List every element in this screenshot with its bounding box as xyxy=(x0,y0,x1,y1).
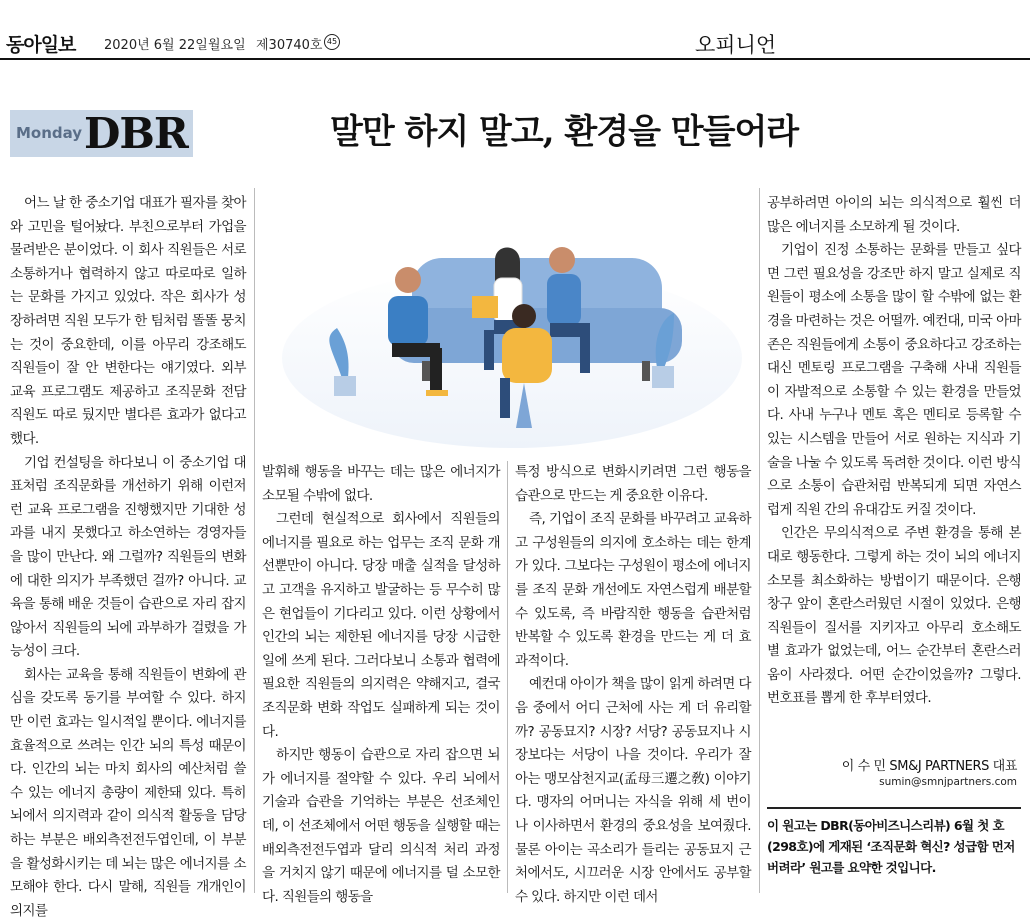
paragraph: 발휘해 행동을 바꾸는 데는 많은 에너지가 소모될 수밖에 없다. xyxy=(262,464,500,504)
article-column-1 xyxy=(10,192,246,919)
paragraph: 하지만 행동이 습관으로 자리 잡으면 뇌가 에너지를 절약할 수 있다. 우리 뇌에서 기술과 습관을 기억하는 부분은 선조체인데, 이 선조체에서 어떤 행동을 실행할 때는 배외측전전두엽과 달리 의식적 처리 과정을 거치지 않기 때문에 에너지를 덜 소모한다. 직원들의 행동을 xyxy=(262,747,500,905)
paragraph: 특정 방식으로 변화시키려면 그런 행동을 습관으로 만드는 게 중요한 이유다. xyxy=(515,464,751,504)
issue-weekday: 월요일 xyxy=(208,38,246,53)
masthead xyxy=(0,0,1030,62)
dbr-brand-logo xyxy=(10,110,193,157)
column-divider xyxy=(254,188,255,893)
article-headline: 말만 하지 말고, 환경을 만들어라 xyxy=(330,112,799,152)
editor-note: 이 원고는 DBR(동아비즈니스리뷰) 6월 첫 호(298호)에 게재된 ‘조직문화 혁신? 성급함 먼저 버려라’ 원고를 요약한 것입니다. xyxy=(767,818,1015,875)
brand-monday: Monday xyxy=(16,124,83,142)
note-rule xyxy=(767,807,1021,809)
paragraph: 공부하려면 아이의 뇌는 의식적으로 훨씬 더 많은 에너지를 소모하게 될 것이다. xyxy=(767,195,1021,235)
column-divider xyxy=(507,461,508,893)
paragraph: 즉, 기업이 조직 문화를 바꾸려고 교육하고 구성원들의 의지에 호소하는 데는 한계가 있다. 그보다는 구성원이 평소에 에너지를 조직 문화 개선에도 자연스럽게 배분할 수 있도록, 즉 바람직한 행동을 습관처럼 반복할 수 있도록 환경을 만드는 게 더 효과적이다. xyxy=(515,511,751,669)
issue-number: 제30740호 xyxy=(256,38,323,53)
brand-dbr: DBR xyxy=(84,109,188,158)
paragraph: 인간은 무의식적으로 주변 환경을 통해 본 대로 행동한다. 그렇게 하는 것이 뇌의 에너지 소모를 최소화하는 방법이기 때문이다. 은행 창구 앞이 혼란스러웠던 시절이 있었다. 은행 직원들이 질서를 지키자고 아무리 호소해도 별 효과가 없었는데, 어느 순간부터 혼란스러움이 사라졌다. 어떤 순간이었을까? 그렇다. 번호표를 뽑게 한 후부터였다. xyxy=(767,525,1021,707)
issue-date: 2020년 6월 22일 xyxy=(104,38,208,53)
people-on-sofa-illustration xyxy=(262,178,752,448)
paragraph: 그런데 현실적으로 회사에서 직원들의 에너지를 필요로 하는 업무는 조직 문화 개선뿐만이 아니다. 당장 매출 실적을 달성하고 고객을 유지하고 발굴하는 등 무수히 많은 현업들이 기다리고 있다. 이런 상황에서 인간의 뇌는 제한된 에너지를 당장 시급한 일에 쓰게 된다. 그러다보니 소통과 협력에 필요한 직원들의 의지력은 약해지고, 결국 조직문화 변화 작업도 실패하게 되는 것이다. xyxy=(262,511,500,740)
newspaper-name: 동아일보 xyxy=(6,34,76,56)
article-column-2 xyxy=(262,461,500,905)
column-divider xyxy=(759,188,760,893)
article-column-3 xyxy=(515,461,751,905)
author-byline: 이 수 민 SM&J PARTNERS 대표 xyxy=(841,759,1017,774)
page-number-circle: 45 xyxy=(324,34,340,50)
masthead-rule xyxy=(0,58,1030,60)
paragraph: 예컨대 아이가 책을 많이 읽게 하려면 다음 중에서 어디 근처에 사는 게 더 유리할까? 공동묘지? 시장? 서당? 공동묘지나 시장보다는 서당이 나을 것이다. 우리가 잘 아는 맹모삼천지교(孟母三遷之敎) 이야기다. 맹자의 어머니는 자식을 위해 세 번이나 이사하면서 환경의 중요성을 보여줬다. 물론 아이는 곡소리가 들리는 공동묘지 근처에서도, 시끄러운 시장 안에서도 공부할 수 있다. 하지만 이런 데서 xyxy=(515,676,751,905)
paragraph: 어느 날 한 중소기업 대표가 필자를 찾아와 고민을 털어놨다. 부친으로부터 가업을 물려받은 분이었다. 이 회사 직원들은 서로 소통하거나 협력하지 않고 따로따로 일하는 문화를 가지고 있었다. 작은 회사가 성장하려면 직원 모두가 한 팀처럼 똘똘 뭉치는 것이 중요한데, 이를 아무리 강조해도 직원들이 잘 안 변한다는 얘기였다. 외부 교육 프로그램도 제공하고 조직문화 전담 직원도 따로 뒀지만 별다른 효과가 없다고 했다. xyxy=(10,195,246,447)
paragraph: 회사는 교육을 통해 직원들이 변화에 관심을 갖도록 동기를 부여할 수 있다. 하지만 이런 효과는 일시적일 뿐이다. 에너지를 효율적으로 쓰려는 인간 뇌의 특성 때문이다. 인간의 뇌는 마치 회사의 예산처럼 쓸 수 있는 에너지 총량이 제한돼 있다. 특히 뇌에서 의지력과 같이 의식적 활동을 담당하는 부분은 배외측전전두엽인데, 이 부분을 활성화시키는 데 뇌는 많은 에너지를 소모해야 한다. 다시 말해, 직원들 개개인이 의지를 xyxy=(10,666,246,919)
article-column-4 xyxy=(767,192,1021,752)
section-name: 오피니언 xyxy=(695,33,777,57)
author-email[interactable]: sumin@smnjpartners.com xyxy=(879,776,1017,788)
paragraph: 기업 컨설팅을 하다보니 이 중소기업 대표처럼 조직문화를 개선하기 위해 이런저런 교육 프로그램을 진행했지만 기대한 성과를 내지 못했다고 하소연하는 경영자들을 많이 만난다. 왜 그럴까? 직원들의 변화에 대한 의지가 부족했던 걸까? 아니다. 교육을 통해 배운 것들이 습관으로 자리 잡지 않아서 직원들의 뇌에 과부하가 걸렸을 가능성이 크다. xyxy=(10,454,246,660)
paragraph: 기업이 진정 소통하는 문화를 만들고 싶다면 그런 필요성을 강조만 하지 말고 실제로 직원들이 평소에 소통을 많이 할 수밖에 없는 환경을 마련하는 것은 어떨까. 예컨대, 미국 아마존은 직원들에게 소통이 중요하다고 강조하는 대신 멘토링 프로그램을 구축해 사내 직원들이 자발적으로 소통할 수 있는 환경을 만들었다. 사내 누구나 멘토 혹은 멘티로 등록할 수 있는 시스템을 만들어 서로 원하는 지식과 기술을 나눌 수 있도록 독려한 것이다. 이런 방식으로 소통이 습관처럼 반복되게 되면 자연스럽게 직원 간의 유대감도 커질 것이다. xyxy=(767,242,1021,518)
